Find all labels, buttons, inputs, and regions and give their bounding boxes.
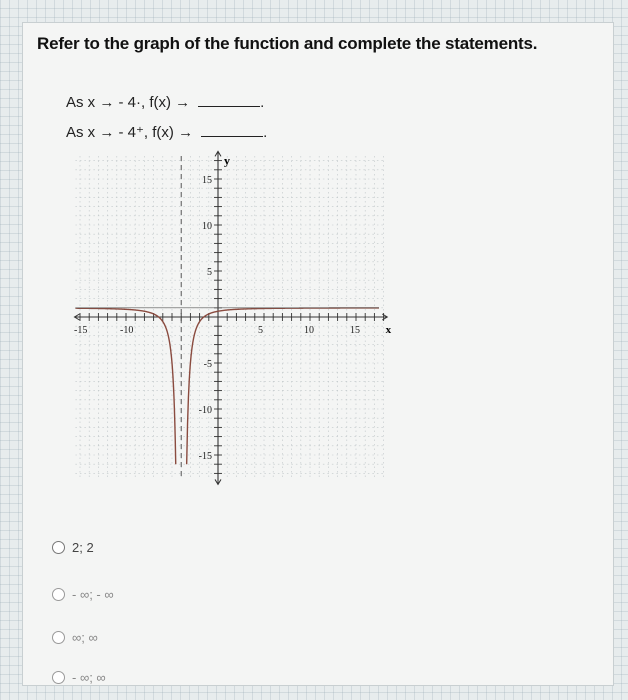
answer-blank [198,94,260,107]
statement-suffix: . [260,94,265,111]
y-tick-label: -5 [203,359,212,370]
x-tick-label: 15 [350,325,360,336]
x-tick-label: 5 [258,325,263,336]
radio-button[interactable] [52,671,65,684]
answer-option-1[interactable] [52,540,94,555]
y-tick-label: 10 [202,221,212,232]
statement-right-limit [66,123,267,141]
x-axis-label: x [385,324,392,336]
y-tick-label: -15 [198,451,212,462]
statement-text: As x → - 4·, f(x) → [66,94,191,111]
x-tick-label: -10 [120,325,134,336]
option-label: ∞; ∞ [72,630,98,645]
x-tick-label: 10 [304,325,314,336]
statement-left-limit [66,94,264,111]
answer-option-4[interactable] [52,670,106,685]
y-tick-label: -10 [198,405,212,416]
answer-option-2[interactable] [52,587,114,602]
x-tick-label: -15 [74,325,88,336]
y-tick-label: 15 [202,175,212,186]
statement-text: As x → - 4⁺, f(x) → [66,124,194,141]
option-label: 2; 2 [72,540,94,555]
radio-button[interactable] [52,631,65,644]
radio-button[interactable] [52,588,65,601]
answer-option-3[interactable] [52,630,98,645]
statement-suffix: . [263,124,268,141]
answer-blank [201,124,263,137]
radio-button[interactable] [52,541,65,554]
function-graph [40,152,390,492]
y-axis-label: y [224,153,230,168]
option-label: - ∞; ∞ [72,670,106,685]
y-tick-label: 5 [207,267,212,278]
y-tick-labels [199,175,212,462]
question-prompt: Refer to the graph of the function and complete the statements. [37,34,538,53]
graph-axes [74,151,387,484]
option-label: - ∞; - ∞ [72,587,114,602]
